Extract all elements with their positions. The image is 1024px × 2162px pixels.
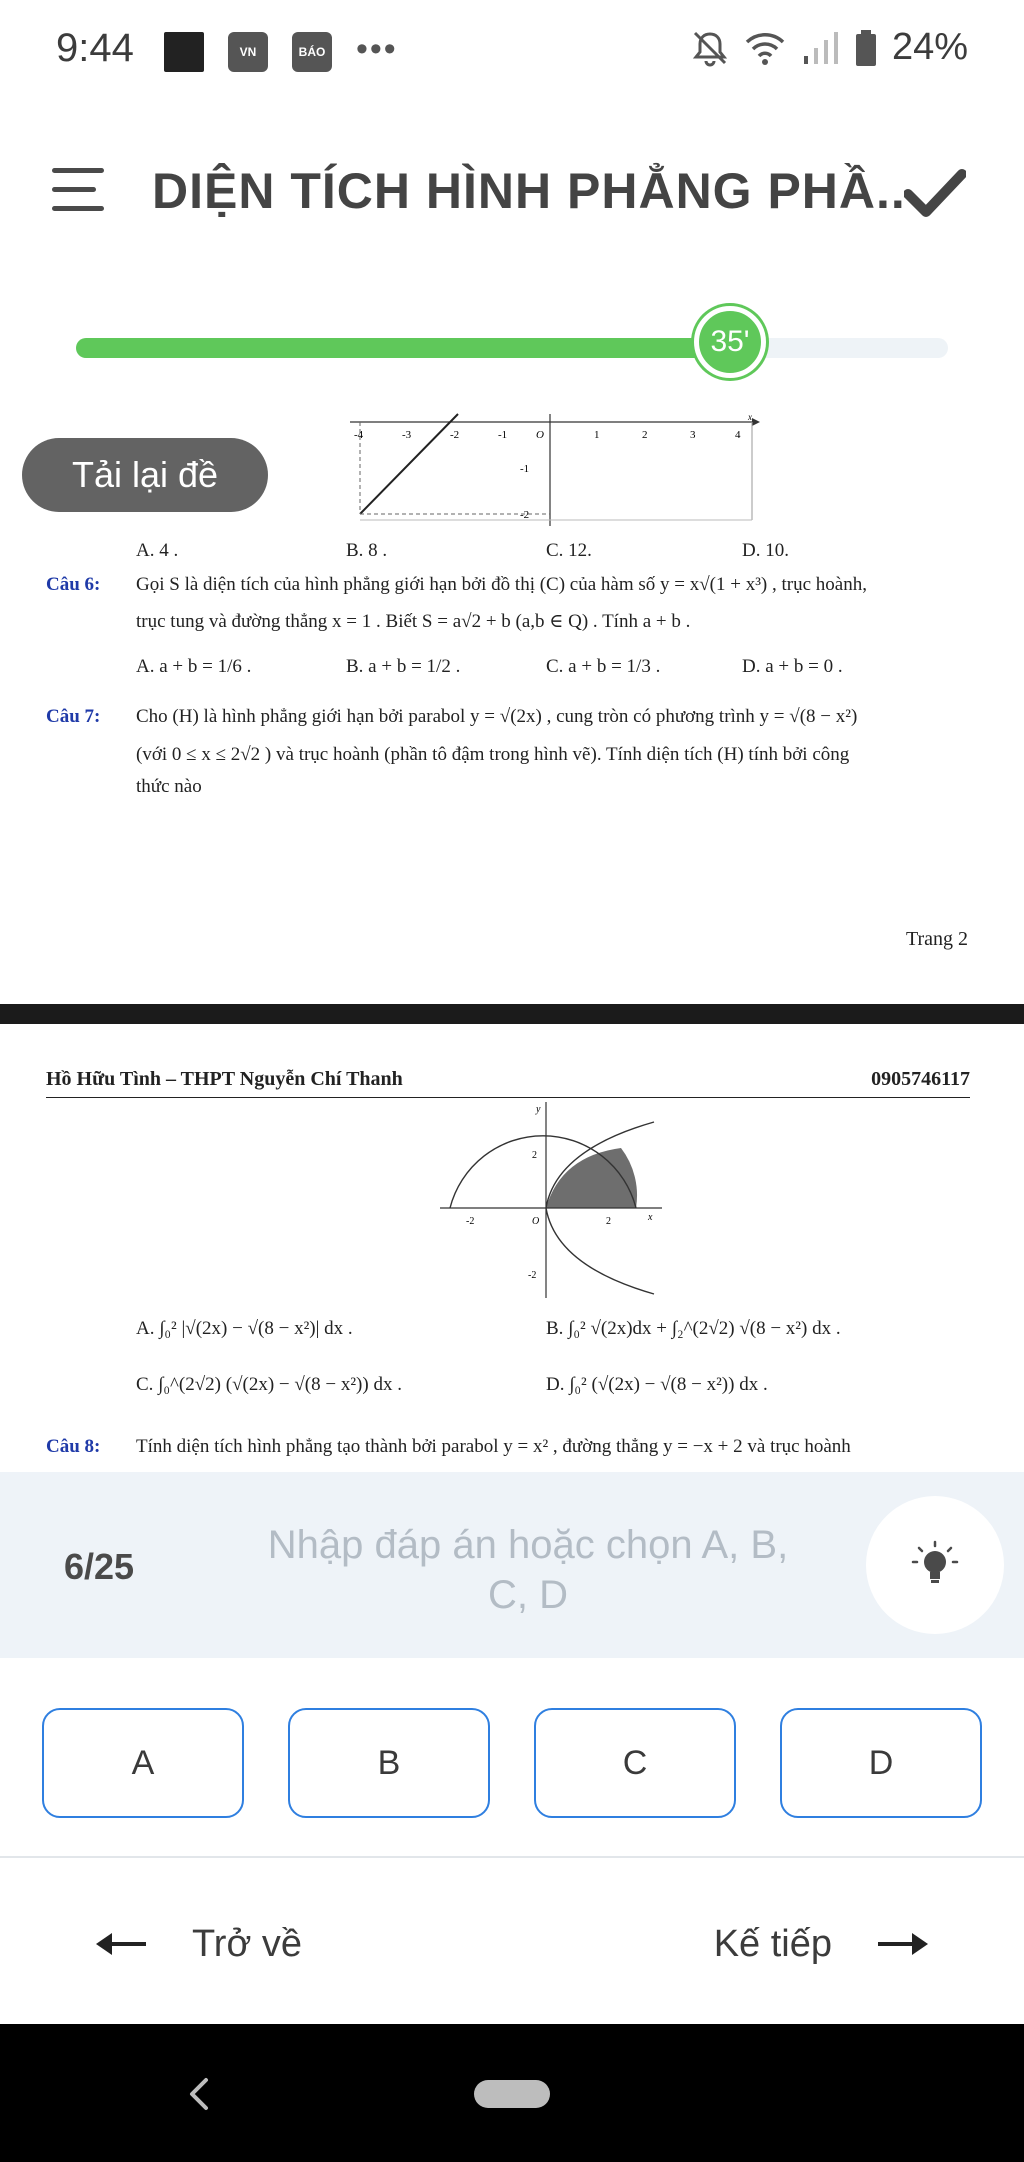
document-header	[46, 1068, 970, 1098]
app-header	[0, 108, 1024, 278]
q5-option-a: A. 4 .	[136, 540, 179, 561]
q5-option-d: D. 10.	[742, 540, 789, 561]
reload-exam-button[interactable]: Tải lại đề	[22, 438, 268, 512]
graph-y-label: y	[536, 1104, 541, 1115]
choice-d-button[interactable]: D	[780, 1708, 982, 1818]
more-notifications: •••	[356, 30, 398, 68]
timer-progress	[76, 325, 948, 358]
author-phone: 0905746117	[871, 1068, 970, 1090]
bell-off-icon	[690, 28, 730, 68]
back-label: Trở về	[192, 1922, 303, 1965]
question-counter: 6/25	[64, 1546, 135, 1587]
x-axis-label: x	[748, 412, 752, 422]
y-tick: -2	[520, 509, 530, 521]
x-tick: -1	[498, 429, 508, 441]
x-tick: -3	[402, 429, 412, 441]
q7-text-1: Cho (H) là hình phẳng giới hạn bởi parabol y = √(2x) , cung tròn có phương trình y = √(8 − x²)	[136, 706, 858, 727]
choice-b-button[interactable]: B	[288, 1708, 490, 1818]
x-tick: 1	[594, 429, 600, 441]
q6-text-2: trục tung và đường thẳng x = 1 . Biết S = a√2 + b (a,b ∈ Q) . Tính a + b .	[136, 611, 691, 632]
lightbulb-icon	[905, 1534, 965, 1594]
battery-percent: 24%	[891, 26, 968, 68]
q8-text-1: Tính diện tích hình phẳng tạo thành bởi parabol y = x² , đường thẳng y = −x + 2 và trục hoành	[136, 1436, 851, 1457]
battery-icon	[854, 28, 878, 68]
q7-option-d: D. ∫₀² (√(2x) − √(8 − x²)) dx .	[546, 1374, 768, 1395]
page-title: DIỆN TÍCH HÌNH PHẲNG PHẦ..	[152, 163, 906, 219]
system-back-icon[interactable]	[186, 2074, 212, 2114]
question-7-graph	[436, 1100, 668, 1300]
exam-document	[0, 408, 1024, 1472]
q7-option-c: C. ∫₀^(2√2) (√(2x) − √(8 − x²)) dx .	[136, 1374, 402, 1395]
graph-origin: O	[532, 1216, 540, 1227]
graph-tick: -2	[528, 1270, 537, 1281]
q5-option-b: B. 8 .	[346, 540, 388, 561]
question-5-graph	[340, 408, 760, 528]
app-square-icon	[164, 32, 204, 72]
wifi-icon	[744, 28, 786, 68]
timer-badge: 35'	[694, 306, 766, 378]
page-separator	[0, 1004, 1024, 1024]
q7-option-b: B. ∫₀² √(2x)dx + ∫₂^(2√2) √(8 − x²) dx .	[546, 1318, 841, 1339]
choice-c-button[interactable]: C	[534, 1708, 736, 1818]
status-bar	[0, 0, 1024, 108]
arrow-right-icon	[876, 1929, 928, 1959]
q7-option-a: A. ∫₀² |√(2x) − √(8 − x²)| dx .	[136, 1318, 353, 1339]
system-navigation-bar	[0, 2024, 1024, 2162]
author-line: Hồ Hữu Tình – THPT Nguyễn Chí Thanh	[46, 1068, 403, 1090]
q6-text-1: Gọi S là diện tích của hình phẳng giới hạn bởi đồ thị (C) của hàm số y = x√(1 + x³) , trục hoành,	[136, 574, 867, 595]
choice-buttons	[0, 1658, 1024, 1858]
system-home-pill[interactable]	[474, 2080, 550, 2108]
x-tick: 3	[690, 429, 696, 441]
progress-fill	[76, 338, 730, 358]
answer-bar	[0, 1472, 1024, 1658]
q5-option-c: C. 12.	[546, 540, 592, 561]
y-tick: -1	[520, 463, 530, 475]
q6-option-c: C. a + b = 1/3 .	[546, 656, 661, 677]
choice-a-button[interactable]: A	[42, 1708, 244, 1818]
q7-text-3: thức nào	[136, 776, 202, 797]
graph-x-label: x	[648, 1212, 653, 1223]
signal-icon	[800, 28, 840, 68]
graph-tick: -2	[466, 1216, 475, 1227]
navigation-row	[0, 1860, 1024, 2024]
news-app-icon: BÁO	[292, 32, 332, 72]
back-button[interactable]	[96, 1914, 302, 1974]
arrow-left-icon	[96, 1929, 148, 1959]
q6-option-b: B. a + b = 1/2 .	[346, 656, 461, 677]
answer-placeholder: Nhập đáp án hoặc chọn A, B, C, D	[267, 1523, 789, 1616]
q7-text-2: (với 0 ≤ x ≤ 2√2 ) và trục hoành (phần tô đậm trong hình vẽ). Tính diện tích (H) tính bởi công	[136, 744, 850, 765]
q7-label: Câu 7:	[46, 706, 101, 727]
hint-button[interactable]	[866, 1496, 1004, 1634]
next-button[interactable]	[714, 1914, 928, 1974]
answer-input[interactable]	[248, 1520, 808, 1616]
graph-tick: 2	[532, 1150, 537, 1161]
origin-label: O	[536, 429, 544, 441]
q6-label: Câu 6:	[46, 574, 101, 595]
graph-tick: 2	[606, 1216, 611, 1227]
page-number: Trang 2	[905, 928, 968, 950]
x-tick: 2	[642, 429, 648, 441]
next-label: Kế tiếp	[713, 1922, 832, 1965]
menu-icon[interactable]	[52, 168, 108, 212]
check-icon[interactable]	[904, 166, 966, 218]
q6-option-a: A. a + b = 1/6 .	[136, 656, 252, 677]
status-time: 9:44	[56, 26, 134, 70]
x-tick: 4	[735, 429, 741, 441]
x-tick: -4	[354, 429, 364, 441]
x-tick: -2	[450, 429, 460, 441]
q8-label: Câu 8:	[46, 1436, 101, 1457]
vn-app-icon: VN	[228, 32, 268, 72]
q6-option-d: D. a + b = 0 .	[742, 656, 843, 677]
